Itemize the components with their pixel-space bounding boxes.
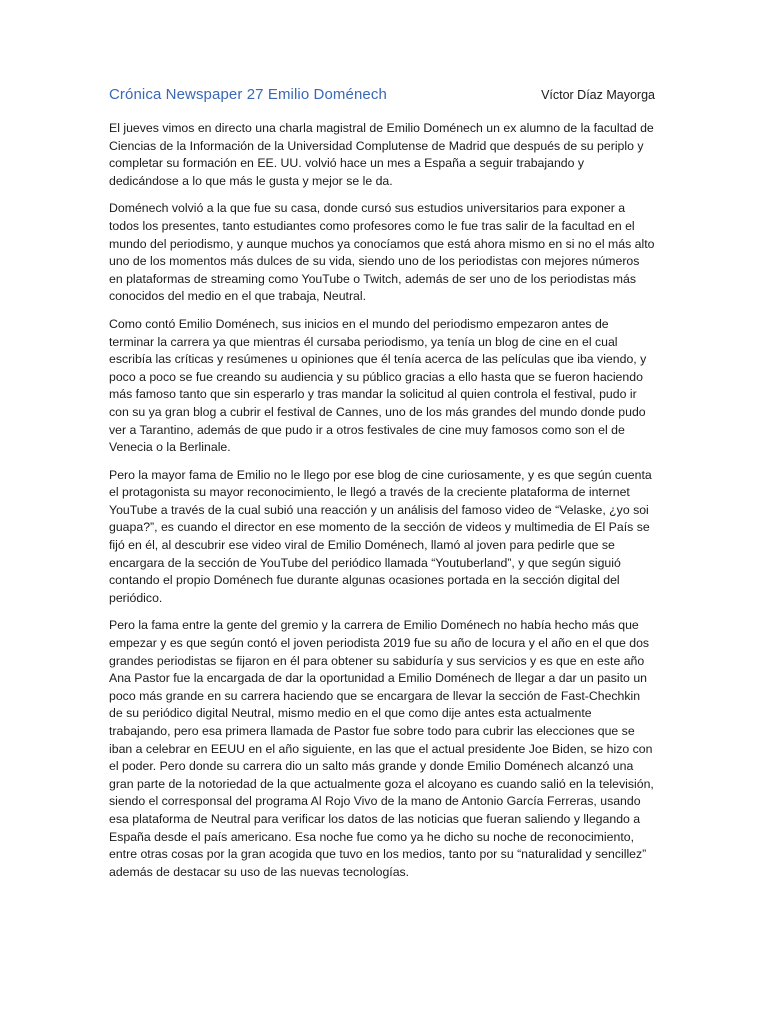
- paragraph-3: Como contó Emilio Doménech, sus inicios en el mundo del periodismo empezaron antes de terminar la carrera ya que mientras él cursaba periodismo, ya tenía un blog de cine en el cual escribía las críticas y resúmenes u opiniones que él tenía acerca de las películas que iba viendo, y poco a poco se fue creando su audiencia y su público gracias a ello hasta que se fueron haciendo más famoso tanto que sin esperarlo y tras mandar la solicitud al quien controla el festival, pudo ir con su ya gran blog a cubrir el festival de Cannes, uno de los más grandes del mundo donde pudo ver a Tarantino, además de que pudo ir a otros festivales de cine muy famosos como son el de Venecia o la Berlinale.: [109, 316, 647, 455]
- paragraph-5: Pero la fama entre la gente del gremio y la carrera de Emilio Doménech no había hecho más que empezar y es que según contó el joven periodista 2019 fue su año de locura y el año en el que dos grandes periodistas se fijaron en él para obtener su sabiduría y sus servicios y es que en este año Ana Pastor fue la encargada de dar la oportunidad a Emilio Doménech de llegar a dar un pasito un poco más grande en su carrera haciendo que se encargara de llevar la sección de Fast-Chechkin de su periódico digital Neutral, mismo medio en el que como dije antes esta actualmente trabajando, pero esa primera llamada de Pastor fue sobre todo para cubrir las elecciones que se iban a celebrar en EEUU en el año siguiente, en las que el actual presidente Joe Biden, se hizo con el poder. Pero donde su carrera dio un salto más grande y donde Emilio Doménech alcanzó una gran parte de la notoriedad de la que actualmente goza el alcoyano es cuando salió en la televisión, siendo el corresponsal del programa Al Rojo Vivo de la mano de Antonio García Ferreras, usando esa plataforma de Neutral para verificar los datos de las noticias que fueran saliendo y llegando a España desde el país americano. Esa noche fue como ya he dicho su noche de reconocimiento, entre otras cosas por la gran acogida que tuvo en los medios, tanto por su “naturalidad y sencillez” además de destacar su uso de las nuevas tecnologías.: [109, 618, 654, 879]
- document-header: [109, 86, 655, 110]
- paragraph-4: Pero la mayor fama de Emilio no le llego por ese blog de cine curiosamente, y es que según cuenta el protagonista su mayor reconocimiento, le llegó a través de la creciente plataforma de internet YouTube a través de la cual subió una reacción y un análisis del famoso video de “Velaske, ¿yo soi guapa?”, es cuando el director en ese momento de la sección de videos y multimedia de El País se fijó en él, al descubrir ese video viral de Emilio Doménech, llamó al joven para pedirle que se encargara de la sección de YouTube del periódico llamada “Youtuberland”, y que según siguió contando el propio Doménech fue durante algunas ocasiones portada en la sección digital del periódico.: [109, 467, 652, 605]
- document-title: Crónica Newspaper 27 Emilio Doménech: [109, 86, 387, 103]
- document-page: [109, 86, 655, 891]
- author-name: Víctor Díaz Mayorga: [541, 88, 655, 102]
- paragraph-2: Doménech volvió a la que fue su casa, donde cursó sus estudios universitarios para exponer a todos los presentes, tanto estudiantes como profesores como le fue tras salir de la facultad en el mundo del periodismo, y aunque muchos ya conocíamos que está ahora mismo en si no el más alto uno de los momentos más dulces de su vida, siendo uno de los periodistas con mejores números en plataformas de streaming como YouTube o Twitch, además de ser uno de los periodistas más conocidos del medio en el que trabaja, Neutral.: [109, 201, 655, 304]
- paragraph-1: El jueves vimos en directo una charla magistral de Emilio Doménech un ex alumno de la facultad de Ciencias de la Información de la Universidad Complutense de Madrid que después de su periplo y completar su formación en EE. UU. volvió hace un mes a España a seguir trabajando y dedicándose a lo que más le gusta y mejor se le da.: [109, 121, 654, 188]
